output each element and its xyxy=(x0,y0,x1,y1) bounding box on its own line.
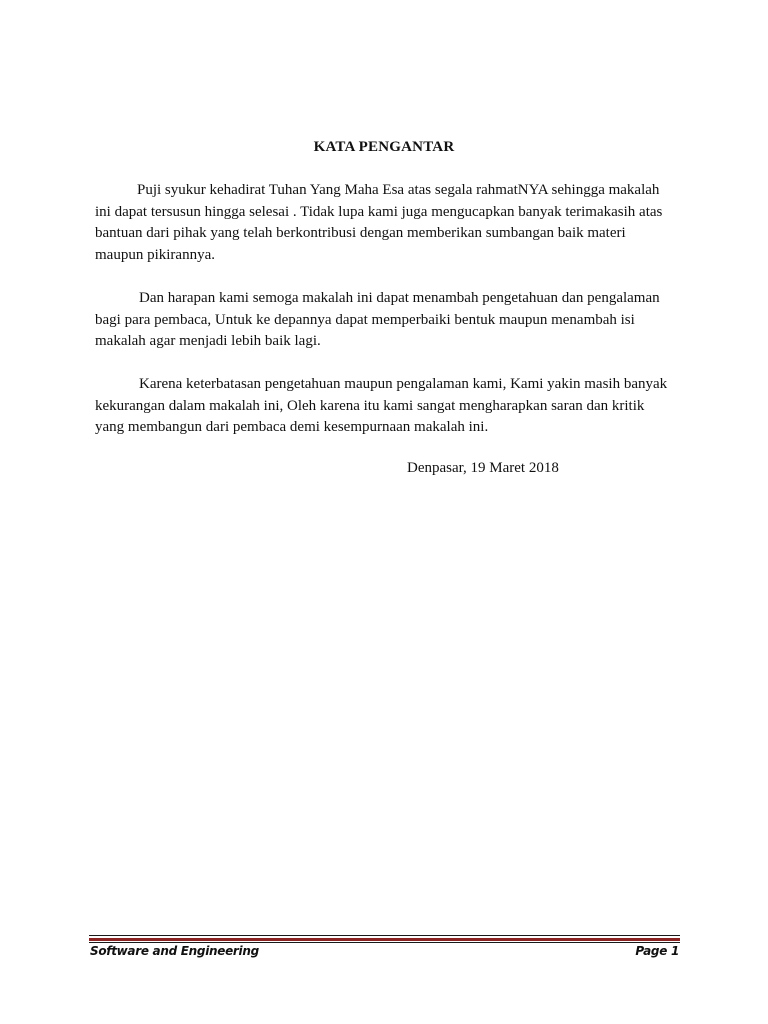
paragraph-2: Dan harapan kami semoga makalah ini dapat menambah pengetahuan dan pengalaman bagi para pembaca, Untuk ke depannya dapat memperbaiki bentuk maupun menambah isi makalah agar menjadi lebih baik lagi. xyxy=(95,290,660,349)
footer-rule-thin-bottom xyxy=(89,942,680,943)
footer-rule-thin-top xyxy=(89,935,680,936)
footer-document-label: Software and Engineering xyxy=(90,944,259,958)
page-title: KATA PENGANTAR xyxy=(313,139,455,155)
footer-page-number: Page 1 xyxy=(635,944,679,958)
footer-rule-thick xyxy=(89,938,680,941)
paragraph-3: Karena keterbatasan pengetahuan maupun pengalaman kami, Kami yakin masih banyak kekurangan dalam makalah ini, Oleh karena itu kami sangat mengharapkan saran dan kritik yang membangun dari pembaca demi kesempurnaan makalah ini. xyxy=(95,376,668,435)
paragraph-1: Puji syukur kehadirat Tuhan Yang Maha Esa atas segala rahmatNYA sehingga makalah ini dapat tersusun hingga selesai . Tidak lupa kami juga mengucapkan banyak terimakasih atas bantuan dari pihak yang telah berkontribusi dengan memberikan sumbangan baik materi maupun pikirannya. xyxy=(95,182,663,263)
place-date-signoff: Denpasar, 19 Maret 2018 xyxy=(407,460,559,476)
